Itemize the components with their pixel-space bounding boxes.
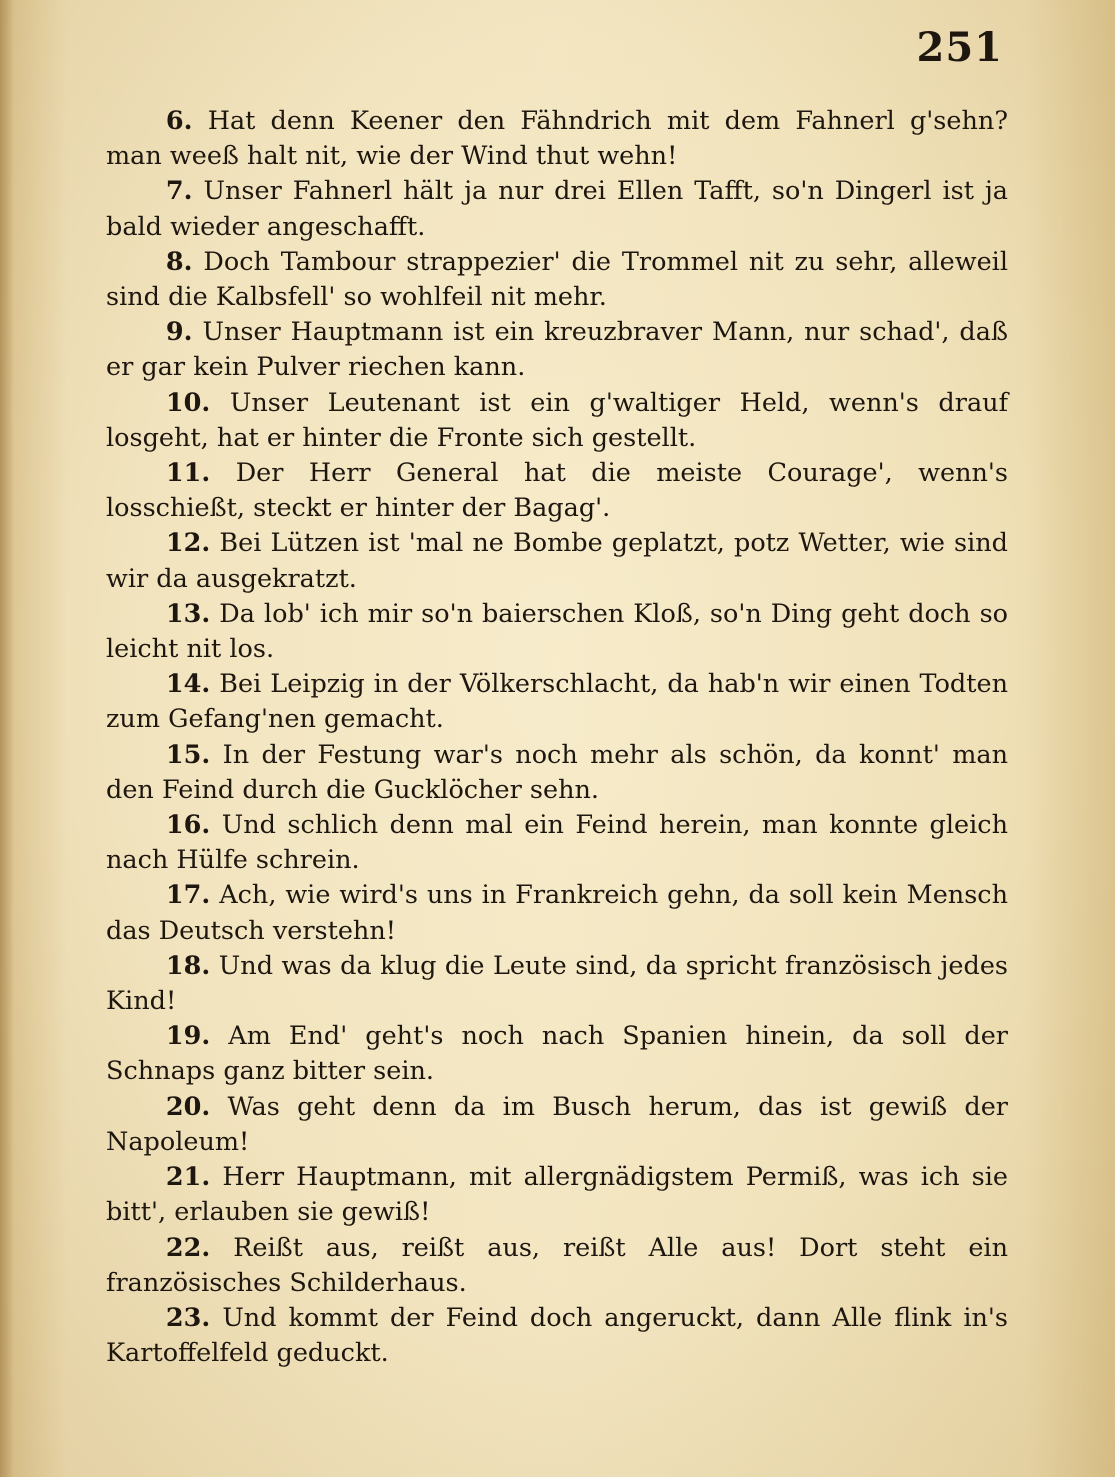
page-number: 251 xyxy=(916,24,1003,71)
verse-text: Reißt aus, reißt aus, reißt Alle aus! Dort steht ein französisches Schilderhaus. xyxy=(106,1232,1008,1298)
verse-22 xyxy=(106,1231,1008,1301)
verse-14 xyxy=(106,667,1008,737)
verse-17 xyxy=(106,878,1008,948)
page-gutter-shadow xyxy=(0,0,14,1477)
verse-text: Unser Fahnerl hält ja nur drei Ellen Tafft, so'n Dingerl ist ja bald wieder angeschafft. xyxy=(106,176,1008,242)
verse-8 xyxy=(106,245,1008,315)
verse-text: Der Herr General hat die meiste Courage', wenn's losschießt, steckt er hinter der Bagag'. xyxy=(106,458,1009,524)
verse-number: 15. xyxy=(165,739,211,770)
verse-number: 21. xyxy=(165,1162,211,1193)
verse-6 xyxy=(106,104,1008,174)
verse-13 xyxy=(106,597,1008,667)
verse-18 xyxy=(106,949,1008,1019)
verse-text: Unser Leutenant ist ein g'waltiger Held, wenn's drauf losgeht, hat er hinter die Fronte sich gestellt. xyxy=(106,387,1009,453)
verse-number: 20. xyxy=(165,1091,211,1122)
verse-number: 7. xyxy=(165,176,193,207)
verse-16 xyxy=(106,808,1008,878)
verse-text: Am End' geht's noch nach Spanien hinein, da soll der Schnaps ganz bitter sein. xyxy=(106,1021,1008,1087)
verse-number: 6. xyxy=(165,106,193,136)
verse-23 xyxy=(106,1301,1008,1371)
verse-text: Hat denn Keener den Fähndrich mit dem Fahnerl g'sehn? man weeß halt nit, wie der Wind thut wehn! xyxy=(106,106,1008,172)
verse-text: Da lob' ich mir so'n baierschen Kloß, so'n Ding geht doch so leicht nit los. xyxy=(106,598,1009,665)
verse-text: Was geht denn da im Busch herum, das ist gewiß der Napoleum! xyxy=(106,1091,1008,1157)
verse-20 xyxy=(106,1090,1008,1160)
verse-number: 22. xyxy=(165,1232,211,1263)
verse-11 xyxy=(106,456,1008,526)
verse-text: Und was da klug die Leute sind, da spricht französisch jedes Kind! xyxy=(106,950,1009,1017)
verse-list xyxy=(106,104,1008,1371)
verse-number: 12. xyxy=(165,528,211,559)
verse-10 xyxy=(106,386,1008,456)
verse-text: Ach, wie wird's uns in Frankreich gehn, da soll kein Mensch das Deutsch verstehn! xyxy=(106,880,1008,946)
verse-number: 9. xyxy=(165,317,193,348)
verse-12 xyxy=(106,526,1008,596)
verse-text: Und kommt der Feind doch angeruckt, dann Alle flink in's Kartoffelfeld geduckt. xyxy=(106,1302,1008,1369)
verse-number: 18. xyxy=(165,950,211,981)
verse-15 xyxy=(106,738,1008,808)
verse-text: Bei Lützen ist 'mal ne Bombe geplatzt, potz Wetter, wie sind wir da ausgekratzt. xyxy=(106,528,1009,594)
verse-text: Doch Tambour strappezier' die Trommel nit zu sehr, alleweil sind die Kalbsfell' so wohlfeil nit mehr. xyxy=(106,246,1008,313)
verse-text: In der Festung war's noch mehr als schön, da konnt' man den Feind durch die Gucklöcher sehn. xyxy=(106,739,1008,805)
verse-text: Herr Hauptmann, mit allergnädigstem Permiß, was ich sie bitt', erlauben sie gewiß! xyxy=(106,1162,1009,1228)
verse-19 xyxy=(106,1019,1008,1089)
verse-text: Bei Leipzig in der Völkerschlacht, da hab'n wir einen Todten zum Gefang'nen gemacht. xyxy=(106,669,1009,735)
verse-number: 14. xyxy=(165,669,211,700)
verse-9 xyxy=(106,315,1008,385)
verse-number: 11. xyxy=(165,458,211,489)
verse-number: 8. xyxy=(165,246,193,277)
verse-21 xyxy=(106,1160,1008,1230)
verse-number: 13. xyxy=(165,598,211,629)
verse-number: 17. xyxy=(165,880,211,911)
verse-number: 23. xyxy=(165,1302,211,1333)
verse-number: 19. xyxy=(165,1021,211,1052)
verse-text: Und schlich denn mal ein Feind herein, man konnte gleich nach Hülfe schrein. xyxy=(106,810,1008,876)
verse-text: Unser Hauptmann ist ein kreuzbraver Mann, nur schad', daß er gar kein Pulver riechen kann. xyxy=(106,317,1008,383)
verse-number: 10. xyxy=(165,387,211,418)
verse-7 xyxy=(106,174,1008,244)
verse-number: 16. xyxy=(165,810,211,841)
